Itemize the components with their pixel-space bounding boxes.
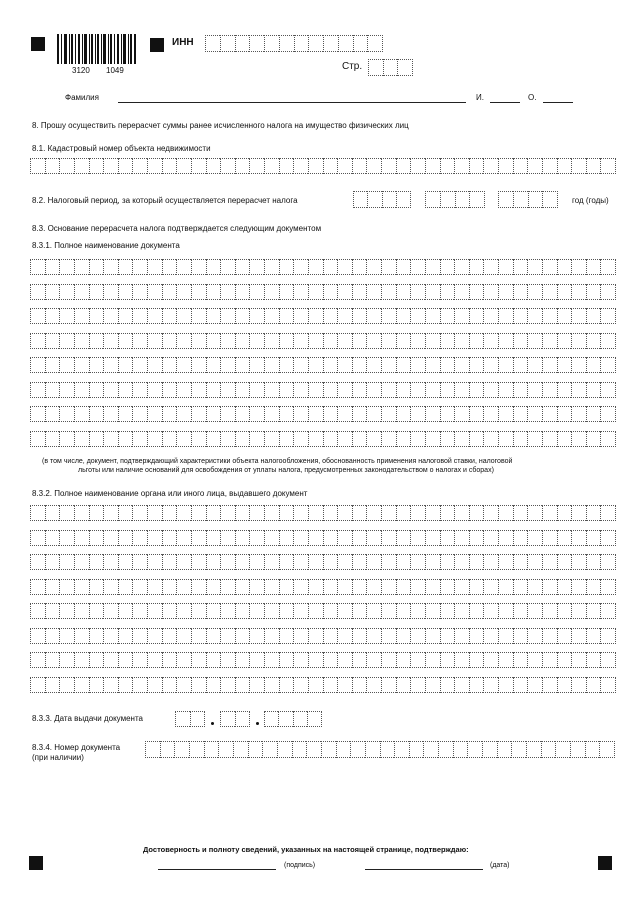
section-8-title: 8. Прошу осуществить перерасчет суммы ранее исчисленного налога на имущество физических лиц (32, 121, 409, 130)
signature-label: (подпись) (284, 862, 316, 869)
barcode-number-right: 1049 (106, 66, 124, 75)
basis-label: 8.3. Основание перерасчета налога подтверждается следующим документом (32, 224, 322, 233)
inn-label: ИНН (172, 37, 194, 48)
date-label: (дата) (490, 862, 510, 869)
grid-row[interactable] (30, 308, 616, 324)
grid-row[interactable] (30, 628, 616, 644)
grid-row[interactable] (30, 652, 616, 668)
grid-row[interactable] (30, 333, 616, 349)
page-number-cells[interactable] (368, 59, 413, 76)
surname-label: Фамилия (65, 93, 99, 102)
document-number-cells[interactable] (145, 741, 615, 758)
tax-period-cells-2[interactable] (425, 191, 485, 208)
document-number-sub: (при наличии) (32, 753, 84, 762)
cadastral-label: 8.1. Кадастровый номер объекта недвижимости (32, 144, 211, 153)
grid-row[interactable] (30, 530, 616, 546)
document-name-label: 8.3.1. Полное наименование документа (32, 241, 180, 250)
grid-row[interactable] (30, 579, 616, 595)
document-note-line-2: льготы или наличие оснований для освобождения от уплаты налога, предусмотренных законодательством о налогах и сборах) (78, 467, 494, 474)
grid-row[interactable] (30, 554, 616, 570)
document-number-label: 8.3.4. Номер документа (32, 743, 121, 752)
date-line[interactable] (365, 869, 483, 870)
issue-date-month-cells[interactable] (220, 711, 250, 727)
initial-o-line[interactable] (543, 102, 573, 103)
issuer-label: 8.3.2. Полное наименование органа или иного лица, выдавшего документ (32, 489, 308, 498)
grid-row[interactable] (30, 357, 616, 373)
issue-date-day-cells[interactable] (175, 711, 205, 727)
date-separator-dot (211, 722, 214, 725)
date-separator-dot (256, 722, 259, 725)
surname-line[interactable] (118, 102, 466, 103)
tax-period-label: 8.2. Налоговый период, за который осуществляется перерасчет налога (32, 196, 298, 205)
grid-row[interactable] (30, 505, 616, 521)
barcode-number-left: 3120 (72, 66, 90, 75)
corner-marker-top-left (31, 37, 45, 51)
tax-period-cells-1[interactable] (353, 191, 411, 208)
inn-cells[interactable] (205, 35, 383, 52)
tax-period-cells-3[interactable] (498, 191, 558, 208)
grid-row[interactable] (30, 603, 616, 619)
grid-row[interactable] (30, 406, 616, 422)
grid-row[interactable] (30, 284, 616, 300)
grid-row[interactable] (30, 677, 616, 693)
grid-row[interactable] (30, 382, 616, 398)
tax-period-suffix: год (годы) (572, 196, 609, 205)
corner-marker-top-mid (150, 38, 164, 52)
issue-date-label: 8.3.3. Дата выдачи документа (32, 714, 143, 723)
page-label: Стр. (342, 61, 363, 72)
confirmation-text: Достоверность и полноту сведений, указанных на настоящей странице, подтверждаю: (143, 845, 469, 854)
grid-row[interactable] (30, 259, 616, 275)
corner-marker-bottom-left (29, 856, 43, 870)
document-note-line-1: (в том числе, документ, подтверждающий характеристики объекта налогообложения, обоснованность применения налоговой ставки, налоговой (42, 458, 513, 465)
barcode (57, 34, 137, 64)
signature-line[interactable] (158, 869, 276, 870)
issue-date-year-cells[interactable] (264, 711, 322, 727)
corner-marker-bottom-right (598, 856, 612, 870)
initial-i-label: И. (476, 93, 484, 102)
initial-i-line[interactable] (490, 102, 520, 103)
grid-row[interactable] (30, 431, 616, 447)
cadastral-cells[interactable] (30, 158, 616, 174)
initial-o-label: О. (528, 93, 537, 102)
